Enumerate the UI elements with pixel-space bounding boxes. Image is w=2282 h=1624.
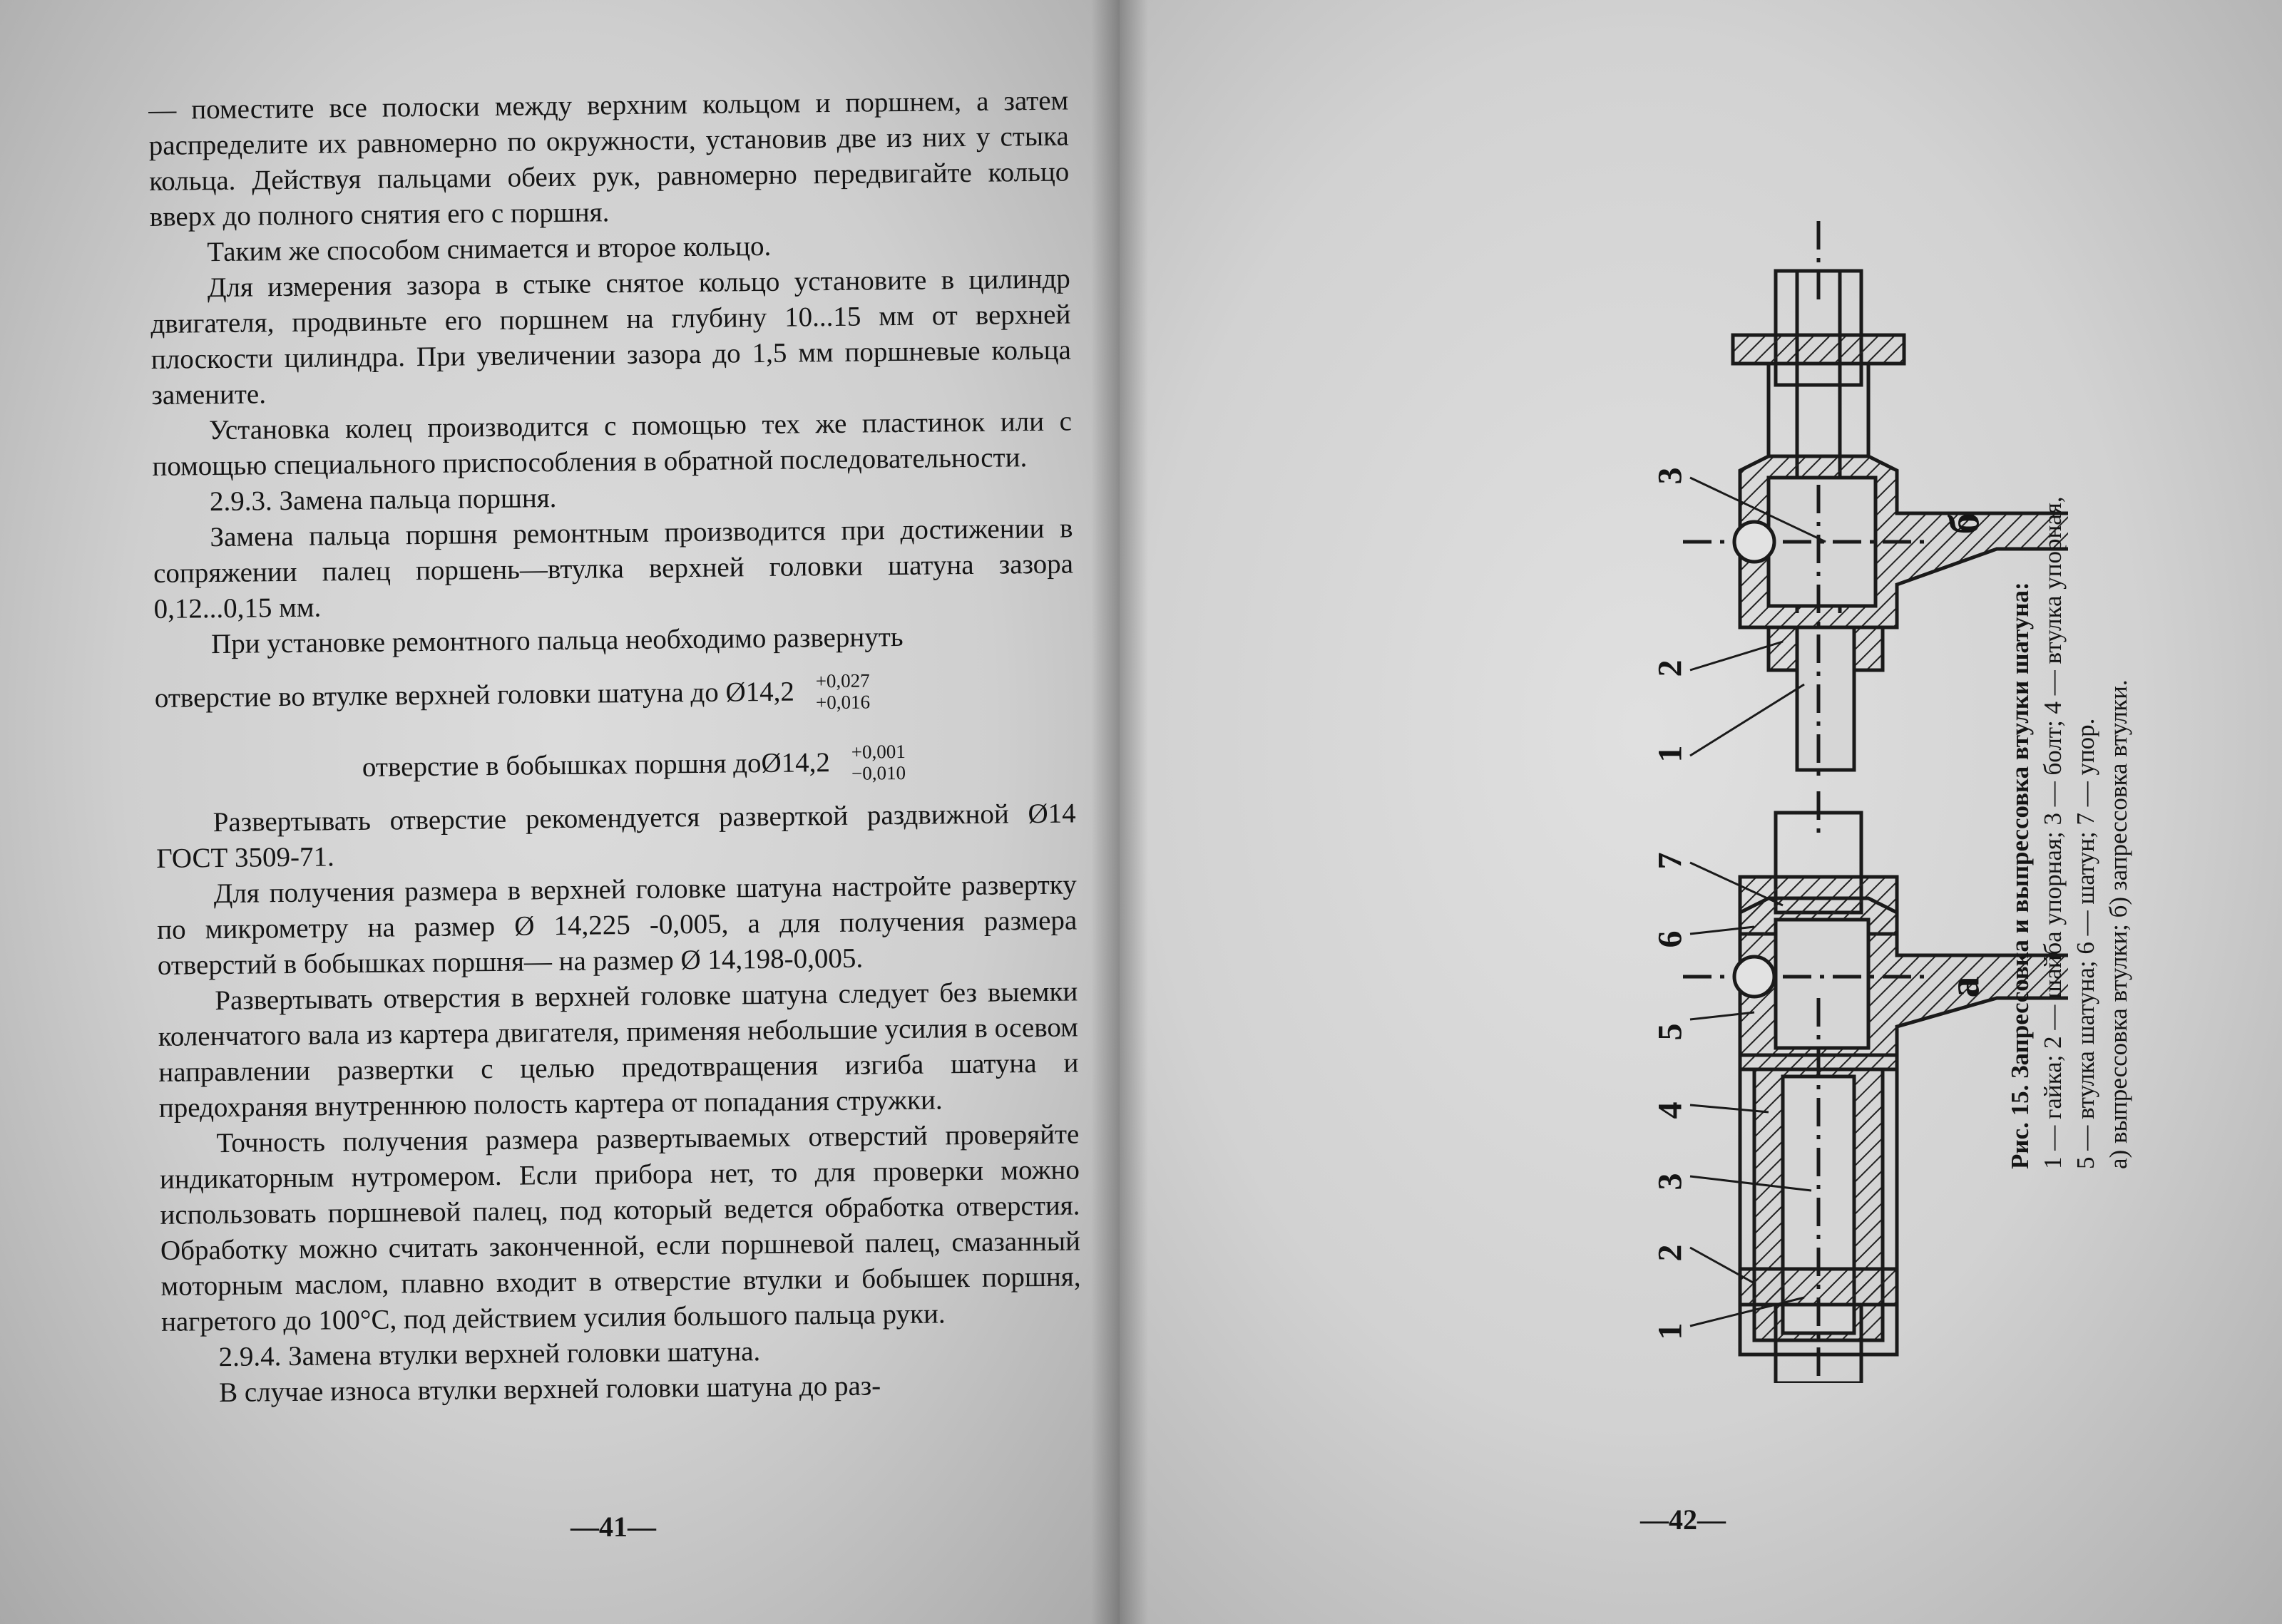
formula-bushing-hole: [154, 653, 1075, 734]
book-gutter: [1091, 0, 1148, 1624]
label-b: б: [1940, 513, 1988, 535]
callout-b-2: 2: [1651, 659, 1689, 677]
figure-caption: [2004, 314, 2135, 1169]
callout-a-7: 7: [1651, 852, 1689, 870]
sleeve-b: [1769, 364, 1868, 456]
paragraph-pin-install: При установке ремонтного пальца необходимо развернуть: [210, 621, 904, 660]
paragraph-ring-install: Установка колец производится с помощью тех же пластинок или с помощью специального приспособления в обратной последовательности.: [152, 406, 1073, 482]
heading-2-9-4: 2.9.4. Замена втулки верхней головки шатуна.: [218, 1336, 761, 1373]
bush-a: [1776, 920, 1868, 1048]
formula-text: отверстие в бобышках поршня доØ14,2: [362, 747, 831, 783]
callout-b-3: 3: [1651, 467, 1689, 485]
callout-a-1: 1: [1651, 1322, 1689, 1340]
caption-line-3: а) выпрессовка втулки; б) запрессовка втулки.: [2104, 679, 2132, 1169]
left-text-column: [148, 83, 1082, 1411]
right-page: [1120, 0, 2282, 1624]
heading-2-9-3: 2.9.3. Замена пальца поршня.: [209, 483, 557, 518]
tolerance-upper: +0,027: [815, 669, 870, 692]
paragraph-reamer: Развертывать отверстие рекомендуется разверткой раздвижной Ø14 ГОСТ 3509-71.: [156, 798, 1076, 874]
tolerance-lower: +0,016: [815, 691, 871, 714]
tolerance-lower: −0,010: [851, 761, 906, 784]
callout-b-1: 1: [1651, 745, 1689, 763]
paragraph-pin-replacement: Замена пальца поршня ремонтным производится при достижении в сопряжении палец поршень—втулка верхней головки шатуна зазора 0,12...0,15 мм.: [153, 513, 1074, 625]
paragraph-gap-measure: Для измерения зазора в стыке снятое кольцо установите в цилиндр двигателя, продвиньте его поршнем на глубину 10...15 мм от верхней плоскости цилиндра. При увеличении зазора до 1,5 мм поршневые кольца замените.: [150, 263, 1072, 411]
page-number-left: —41—: [570, 1511, 656, 1543]
left-page: [0, 0, 1120, 1624]
paragraph-reaming: Развертывать отверстия в верхней головке шатуна следует без выемки коленчатого вала из картера двигателя, применяя небольшие усилия в осевом направлении развертки с целью предотвращения изгиба шатуна и предохраняя внутреннюю полость картера от попадания стружки.: [158, 976, 1079, 1124]
formula-boss-hole: [155, 724, 1075, 806]
figure-15-drawing: [1241, 214, 2068, 1383]
caption-line-2: 5 — втулка шатуна; 6 — шатун; 7 — упор.: [2072, 718, 2099, 1169]
paragraph-strips: — поместите все полоски между верхним кольцом и поршнем, а затем распределите их равномерно по окружности, установив две из них у стыка кольца. Действуя пальцами обеих рук, равномерно передвигайте кольцо вверх до полного снятия его с поршня.: [148, 85, 1070, 232]
paragraph-micrometer: Для получения размера в верхней головке шатуна настройте развертку по микрометру на размер Ø 14,225 -0,005, а для получения размера отверстий в бобышках поршня— на размер Ø 14,198-0,005.: [157, 869, 1078, 981]
callout-a-2: 2: [1651, 1244, 1689, 1262]
caption-line-1: 1 — гайка; 2 — шайба упорная; 3 — болт; 4 — втулка упорная,: [2039, 496, 2067, 1169]
washer-b: [1733, 335, 1904, 364]
bolt-b: [1797, 627, 1854, 770]
paragraph-bushing-wear: В случае износа втулки верхней головки шатуна до раз-: [218, 1370, 881, 1409]
paragraph-second-ring: Таким же способом снимается и второе кольцо.: [207, 230, 772, 268]
callout-a-3: 3: [1651, 1173, 1689, 1191]
label-a: а: [1940, 976, 1988, 998]
callout-a-4: 4: [1651, 1101, 1689, 1119]
callout-a-6: 6: [1651, 930, 1689, 948]
caption-title: Рис. 15. Запрессовка и выпрессовка втулки шатуна:: [2006, 582, 2034, 1169]
formula-text: отверстие во втулке верхней головки шатуна до Ø14,2: [154, 676, 795, 714]
callout-a-5: 5: [1651, 1023, 1689, 1041]
tolerance-upper: +0,001: [851, 740, 906, 763]
tolerance: [816, 669, 871, 713]
page-number-right: —42—: [1640, 1504, 1726, 1536]
tolerance: [851, 741, 906, 784]
paragraph-accuracy: Точность получения размера развертываемых отверстий проверяйте индикаторным нутромером. Если прибора нет, то для проверки можно использовать поршневой палец, под который ведется обработка отверстия. Обработку можно считать законченной, если поршневой палец, смазанный моторным маслом, плавно входит в отверстие втулки и бобышек поршня, нагретого до 100°С, под действием усилия большого пальца руки.: [159, 1119, 1081, 1337]
